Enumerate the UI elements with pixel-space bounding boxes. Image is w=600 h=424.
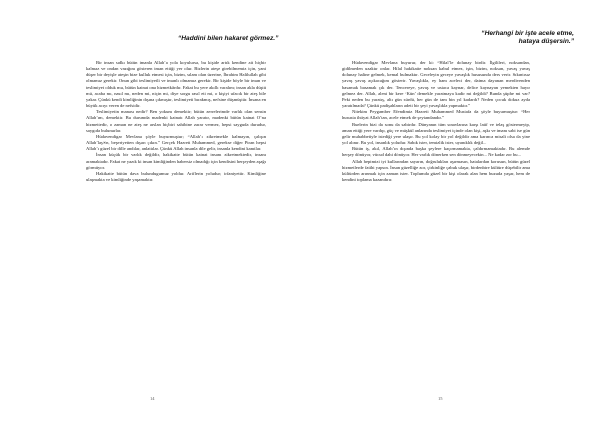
left-page-body bbox=[86, 60, 266, 183]
left-paragraph-5: Hakikatte bütün dava bulundugumuz yoldur. Ariflerin yoludur; irfaniyettir. Kimliğine ulaşmakta ve kimliğinde yaşamaktır. bbox=[86, 170, 266, 182]
right-paragraph-4: Bütün iş, akıl, Allah’ın dışında başka şeylere kaçırmamakta, çaldırmamaktadır. Bu alemde herşey dönüyor, vücud dahi dönüyor. Her varlık dönerken sen dönmeyecekin... Ne kadar zor bu... bbox=[342, 146, 530, 158]
right-page-number: 15 bbox=[438, 396, 443, 401]
left-paragraph-1: Bir insan sıdkı bütün imanla Allah’a yola koyulursa, bu kişide artık kendine ait hiçbir kalmaz ve ondan vazığını gösteren iman ettiği yer olur. Bizlerin ateşe girebilmemiz için, yani düşer bir deyişle ateşin bize kulluk etmesi için, bizim, sılam olan üzerine, İbrahim Halilullah gibi olmamız gerekir. Onun gibi teslimiyetli ve imanlı olmamız gerekir. Bir kişide böyle bir iman ve teslimiyet olduk mu, bütün kainat ona hizmetkârdır. Fakat bu yere akıllı varalım; insan akla düştü mü, acaba mı, nasıl mı, neden mi, niçin mi, diye sorgu rasıl eti mi, o kişiyi ufacık bir ateş bile yakar. Çünkü kendi kimliğinin dışına çıkmıştır, teslimiyeti bırakmış, nefsine düşmüştür. İnsana en büyük acıyı veren de nefsidir. bbox=[86, 60, 266, 109]
left-paragraph-2: Teslimiyetin manası nedir? Ben yokum demektir; bütün zerrelerimde varlık olan sensin Allah’ım, demektir. Bu durumda madenki kainatı Allah yaratır, madenki bütün kainat O’na hizmettedir, o zaman ne ateş ne arslan hiçbiri sahibine zarar vermez, hepsi sayguda durudur, saygıda bulunurlar. bbox=[86, 109, 266, 133]
left-paragraph-3: Hüdavendigar Mevlana şöyle buyurmuştur; “Allah’ı zikretmekle kalmayın, çalışın Allah’laş∞n, beşeriyetten dışarı çıkın.” Gerçek Hazreti Muhammed, gerekse diğer Piran hepsi Allah’ı güzel bir dille andılar, anlattılar. Çünkü Allah insanla dile gelir, insanla kendini kanıtlar. bbox=[86, 133, 266, 152]
right-quote-line-2: hataya düşersin.” bbox=[518, 38, 574, 45]
right-page-body bbox=[342, 60, 530, 183]
right-paragraph-2: Nitekim Peygamber Efendimiz Hazreti Muhammed Mustafa da şöyle buyurmuştur: “Her hususta ihtiyat Allah’tan, acele etmek de şeytandandır.” bbox=[342, 109, 530, 121]
right-paragraph-5: Allah hepimizi iyi kullarından sayarın, doğrulukları aşırmasın, hatalardan korusun, bütün güzel hizmetlerde fatihi yapsın. İnsan güzelliğe zor, çirkinliğe çabuk ulaşır, birdenbire kültüre düşebilir ama kültürden arınmak için zaman ister. Toplumda güzel bir kişi olarak alan hem buzuda yaşar, hem de kendini toplama kazandırır. bbox=[342, 158, 530, 182]
left-page-quote: “Haddini bilen hakaret görmez.” bbox=[178, 35, 279, 42]
left-page-number: 14 bbox=[150, 396, 155, 401]
right-paragraph-3: Buelerin bizi da sonu da sabirdır. Dünyanın tüm sınavlarına karşı latif ve telaş göstermeyip, aman ettiği yere vardıp, güç ve müşkül anlarında teslimiyet içinde olan kişi, aşkı ve imanı sabi ise gün gelir muhabbetiyle istediği yere ulaşır. Bu yol kolay bir yol değildir ama karınca misali olsa da yine yol alınır. Bu yol, insanlık yoludur. Sabık ister, temizlik ister, uyanıklık değil... bbox=[342, 121, 530, 146]
right-page-quote bbox=[408, 30, 574, 46]
right-paragraph-1: Hüdavendigar Mevlana buyurur, der ki: “Hilal’le dolunay birdir. İlgilileri, noksandan, gidilmeden uzaktır onlar. Hilal hakikatte noksan kabul etmez, işin, bizim, noksan, yavaş yavaş dolunay haline gelmek, kemal bulmaktır. Geceleyin geceye yavaşlık hususunda ders verir. Sıkıntısız yavaş yavaş açıkacağım gösterir. Yavaşlıkla, ey ham aceleci der, daima dayanan merdivenden basamak basamak çık der. Tencereye, yavaş ve ustaca kaynar, delice kaynayan yemekten hayır gelmez der. Allah, aleni bir kere ‘Kün’ demekle yaratmaya kadir mi değildi? Bunda şüphe mi var? Peki neden bu yaratış, altı gün sürdü, her gün de tam bin yıl kadardı? Neden çocuk dokuz ayda yaratılmada? Çünkü padişahların adeti bir şeyi yavaşlıkla yapmaktır.” bbox=[342, 60, 530, 109]
right-page bbox=[300, 0, 600, 424]
left-paragraph-4: İnsan küçük bir varlık değildir, hakikatte bütün kainat insanı zikretmektedir, insanı aramaktadır. Fakat ne yazık ki insan kimliğinden habersiz olmadığı için kendisini herşeyden aşağı görmüyor. bbox=[86, 152, 266, 170]
right-quote-line-1: “Herhangi bir işte acele etme, bbox=[481, 30, 574, 37]
